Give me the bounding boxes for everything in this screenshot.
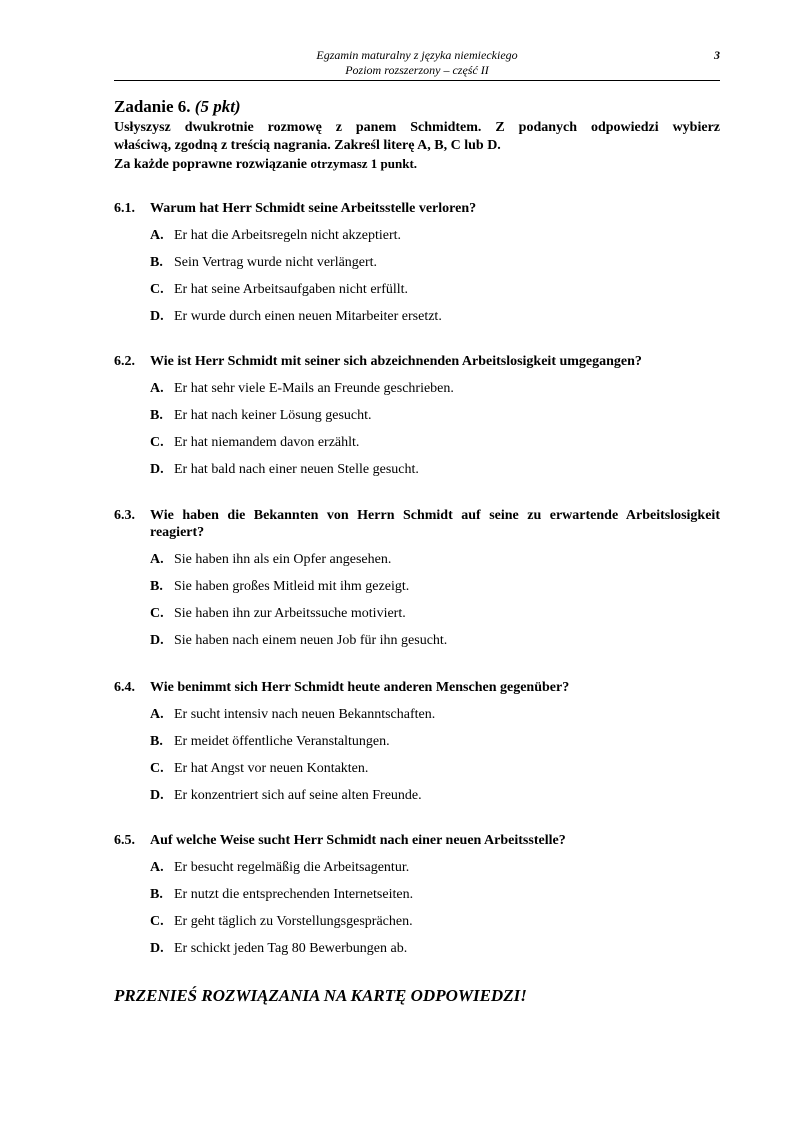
header-title	[114, 48, 720, 78]
option-text: Er hat sehr viele E-Mails an Freunde geschrieben.	[174, 381, 454, 396]
question-text: Warum hat Herr Schmidt seine Arbeitsstelle verloren?	[150, 201, 477, 216]
option-text: Er meidet öffentliche Veranstaltungen.	[174, 734, 390, 749]
option-text: Er hat nach keiner Lösung gesucht.	[174, 408, 372, 423]
option-letter: C.	[150, 282, 164, 297]
option-letter: A.	[150, 860, 164, 875]
option-text: Er schickt jeden Tag 80 Bewerbungen ab.	[174, 941, 408, 956]
option-letter: B.	[150, 579, 163, 594]
option-letter: D.	[150, 633, 164, 648]
option-text: Er nutzt die entsprechenden Internetseiten.	[174, 887, 414, 902]
option-b[interactable]	[150, 733, 720, 750]
header-line-level: Poziom rozszerzony – część II	[345, 63, 489, 77]
option-a[interactable]	[150, 380, 720, 397]
question-head	[114, 200, 720, 217]
scoring-bold: Za każde poprawne rozwiązanie	[114, 157, 308, 172]
question-6-4	[114, 679, 720, 804]
option-d[interactable]	[150, 940, 720, 957]
option-a[interactable]	[150, 706, 720, 723]
option-text: Er hat die Arbeitsregeln nicht akzeptiert.	[174, 228, 402, 243]
option-letter: C.	[150, 761, 164, 776]
instruction-line-2: właściwą, zgodną z treścią nagrania. Zakreśl literę A, B, C lub D.	[114, 138, 501, 153]
option-d[interactable]	[150, 632, 720, 649]
option-letter: D.	[150, 309, 164, 324]
option-text: Er hat seine Arbeitsaufgaben nicht erfüllt.	[174, 282, 409, 297]
option-b[interactable]	[150, 578, 720, 595]
option-letter: B.	[150, 408, 163, 423]
question-number: 6.5.	[114, 833, 135, 848]
option-a[interactable]	[150, 227, 720, 244]
option-text: Er hat bald nach einer neuen Stelle gesucht.	[174, 462, 419, 477]
option-letter: A.	[150, 381, 164, 396]
option-letter: C.	[150, 435, 164, 450]
scoring-rest: otrzymasz 1 punkt.	[310, 156, 418, 171]
question-head	[114, 353, 720, 370]
option-text: Er konzentriert sich auf seine alten Freunde.	[174, 788, 422, 803]
option-text: Sie haben nach einem neuen Job für ihn gesucht.	[174, 633, 448, 648]
question-text: Wie benimmt sich Herr Schmidt heute anderen Menschen gegenüber?	[150, 680, 570, 695]
option-b[interactable]	[150, 407, 720, 424]
question-number: 6.4.	[114, 680, 135, 695]
option-b[interactable]	[150, 254, 720, 271]
option-text: Er hat Angst vor neuen Kontakten.	[174, 761, 369, 776]
option-letter: B.	[150, 255, 163, 270]
instruction-line-1: Usłyszysz dwukrotnie rozmowę z panem Schmidtem. Z podanych odpowiedzi wybierz	[114, 120, 720, 135]
option-c[interactable]	[150, 605, 720, 622]
task-title	[114, 96, 241, 118]
header-line-exam: Egzamin maturalny z języka niemieckiego	[316, 48, 518, 62]
option-a[interactable]	[150, 859, 720, 876]
option-text: Sie haben ihn als ein Opfer angesehen.	[174, 552, 392, 567]
question-number: 6.3.	[114, 508, 135, 523]
question-6-1	[114, 200, 720, 325]
option-c[interactable]	[150, 281, 720, 298]
question-6-5	[114, 832, 720, 957]
question-text: Wie haben die Bekannten von Herrn Schmidt auf seine zu erwartende Arbeitslosigkeit reagiert?	[150, 508, 720, 540]
option-c[interactable]	[150, 913, 720, 930]
option-letter: B.	[150, 887, 163, 902]
option-text: Sie haben großes Mitleid mit ihm gezeigt.	[174, 579, 410, 594]
question-text: Auf welche Weise sucht Herr Schmidt nach einer neuen Arbeitsstelle?	[150, 833, 566, 848]
option-text: Er besucht regelmäßig die Arbeitsagentur.	[174, 860, 410, 875]
option-text: Er geht täglich zu Vorstellungsgesprächen.	[174, 914, 413, 929]
page-number: 3	[714, 48, 720, 62]
option-a[interactable]	[150, 551, 720, 568]
option-c[interactable]	[150, 434, 720, 451]
question-head	[114, 832, 720, 849]
question-head	[114, 507, 720, 541]
task-points: (5 pkt)	[194, 97, 241, 116]
option-d[interactable]	[150, 308, 720, 325]
option-letter: A.	[150, 552, 164, 567]
option-letter: C.	[150, 914, 164, 929]
option-d[interactable]	[150, 787, 720, 804]
question-head	[114, 679, 720, 696]
question-6-2	[114, 353, 720, 478]
question-number: 6.2.	[114, 354, 135, 369]
transfer-answers-note: PRZENIEŚ ROZWIĄZANIA NA KARTĘ ODPOWIEDZI!	[114, 986, 527, 1005]
option-text: Er hat niemandem davon erzählt.	[174, 435, 360, 450]
option-text: Sie haben ihn zur Arbeitssuche motiviert.	[174, 606, 406, 621]
option-letter: A.	[150, 707, 164, 722]
option-letter: C.	[150, 606, 164, 621]
option-letter: A.	[150, 228, 164, 243]
option-d[interactable]	[150, 461, 720, 478]
option-letter: D.	[150, 462, 164, 477]
option-letter: D.	[150, 788, 164, 803]
option-b[interactable]	[150, 886, 720, 903]
page-header	[114, 48, 720, 81]
question-6-3	[114, 507, 720, 649]
option-letter: B.	[150, 734, 163, 749]
option-text: Sein Vertrag wurde nicht verlängert.	[174, 255, 378, 270]
task-instructions	[114, 119, 720, 174]
option-text: Er wurde durch einen neuen Mitarbeiter ersetzt.	[174, 309, 442, 324]
question-number: 6.1.	[114, 201, 135, 216]
option-text: Er sucht intensiv nach neuen Bekanntschaften.	[174, 707, 436, 722]
option-c[interactable]	[150, 760, 720, 777]
option-letter: D.	[150, 941, 164, 956]
task-title-label: Zadanie 6.	[114, 97, 191, 116]
scoring-line	[114, 155, 720, 174]
question-text: Wie ist Herr Schmidt mit seiner sich abzeichnenden Arbeitslosigkeit umgegangen?	[150, 354, 642, 369]
